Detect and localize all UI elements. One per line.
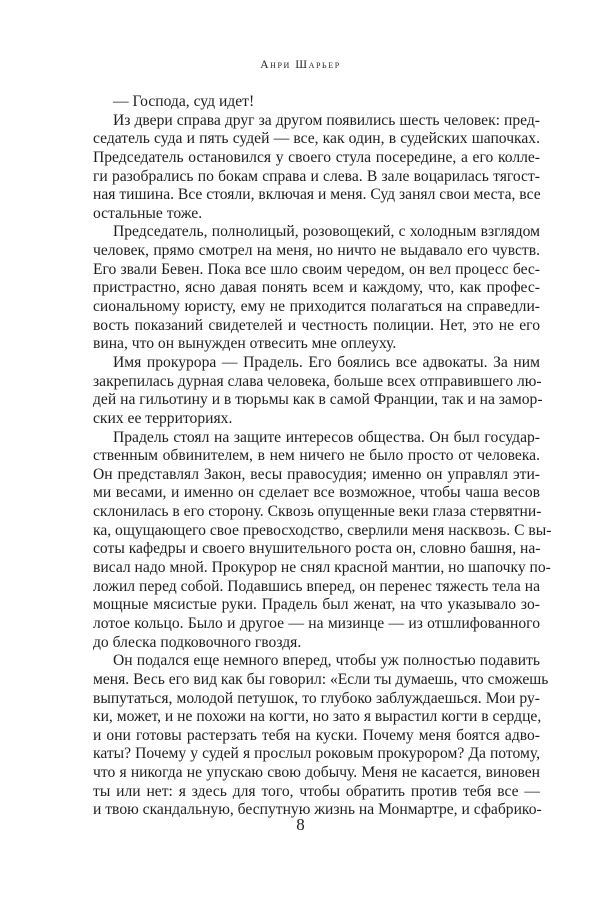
paragraph <box>93 223 540 353</box>
text-line: Председатель остановился у своего стула посередине, а его колле- <box>93 148 540 166</box>
text-line: Имя прокурора — Прадель. Его боялись все адвокаты. За ним <box>113 353 540 371</box>
text-line: вина, что он вынужден отвесить мне оплеуху. <box>93 335 397 353</box>
page-body <box>93 93 552 820</box>
text-line: ная тишина. Все стояли, включая и меня. Суд занял свои места, все <box>93 186 541 204</box>
text-line: седатель суда и пять судей — все, как один, в судейских шапочках. <box>93 130 540 148</box>
text-line: ственным обвинителем, в нем ничего не было просто от человека. <box>93 447 540 465</box>
text-line: что я никогда не упускаю свою добычу. Меня не касается, виновен <box>93 764 540 782</box>
paragraph <box>93 652 549 820</box>
text-line: ги разобрались по бокам справа и слева. В зале воцарилась тягост- <box>93 167 540 185</box>
text-line: вость показаний свидетелей и честность полиции. Нет, это не его <box>93 316 540 334</box>
text-line: — Господа, суд идет! <box>113 93 255 110</box>
text-line: выпутаться, молодой петушок, то глубоко заблуждаешься. Мои ру- <box>93 689 540 707</box>
text-line: меня. Весь его вид как бы говорил: «Если ты думаешь, что сможешь <box>93 670 549 688</box>
text-line: Он представлял Закон, весы правосудия; именно он управлял эти- <box>93 465 540 483</box>
text-line: Его звали Бевен. Пока все шло своим чередом, он вел процесс бес- <box>93 260 540 278</box>
text-line: остальные тоже. <box>93 204 203 222</box>
text-line: склонилась в его сторону. Сквозь опущенные веки глаза стервятни- <box>93 503 542 521</box>
text-line: до блеска подковочного гвоздя. <box>93 633 302 651</box>
running-header: Анри Шарьер <box>260 59 341 71</box>
text-line: мощные мясистые руки. Прадель был женат, на что указывало зо- <box>93 596 540 614</box>
text-line: ка, ощущающего свое превосходство, сверлили меня насквозь. С вы- <box>93 521 552 539</box>
text-line: ских ее территориях. <box>93 409 233 427</box>
text-line: сиональному юристу, ему не приходится полагаться на справедли- <box>93 298 540 316</box>
text-line: и твою скандальную, беспутную жизнь на Монмартре, и сфабрико- <box>93 801 542 819</box>
text-line: Председатель, полнолицый, розовощекий, с холодным взглядом <box>113 223 540 241</box>
text-line: ми весами, и именно он сделает все возможное, чтобы чаша весов <box>93 484 540 502</box>
text-line: Прадель стоял на защите интересов общества. Он был государ- <box>113 428 540 446</box>
text-line: каты? Почему у судей я прослыл роковым прокурором? Да потому, <box>93 745 540 763</box>
text-line: ки, может, и не похожи на когти, но зато я вырастил когти в сердце, <box>93 708 542 726</box>
paragraph <box>93 428 552 653</box>
paragraph <box>93 112 540 224</box>
paragraph <box>93 93 540 112</box>
text-line: закрепилась дурная слава человека, больше всех отправившего лю- <box>93 372 542 390</box>
text-line: лотое кольцо. Было и другое — на мизинце — из отшлифованного <box>93 614 540 632</box>
text-line: соты кафедры и своего внушительного роста он, словно башня, на- <box>93 540 541 558</box>
text-line: Он подался еще немного вперед, чтобы уж полностью подавить <box>113 652 540 670</box>
text-line: Из двери справа друг за другом появились шесть человек: пред- <box>113 111 540 129</box>
text-line: ложил перед собой. Подавшись вперед, он перенес тяжесть тела на <box>93 577 540 595</box>
text-line: человек, прямо смотрел на меня, но ничто не выдавало его чувств. <box>93 242 540 260</box>
text-line: висал надо мной. Прокурор не снял красной мантии, но шапочку по- <box>93 559 551 577</box>
paragraph <box>93 353 543 429</box>
page-number: 8 <box>296 815 305 834</box>
text-line: ты или нет: я здесь для того, чтобы обратить против тебя все — <box>93 782 540 800</box>
text-line: дей на гильотину и в тюрьмы как в самой Франции, так и на замор- <box>93 391 543 409</box>
text-line: и они готовы растерзать тебя на куски. Почему меня боятся адво- <box>93 726 540 744</box>
text-line: пристрастно, ясно давая понять всем и каждому, что, как профес- <box>93 279 540 297</box>
